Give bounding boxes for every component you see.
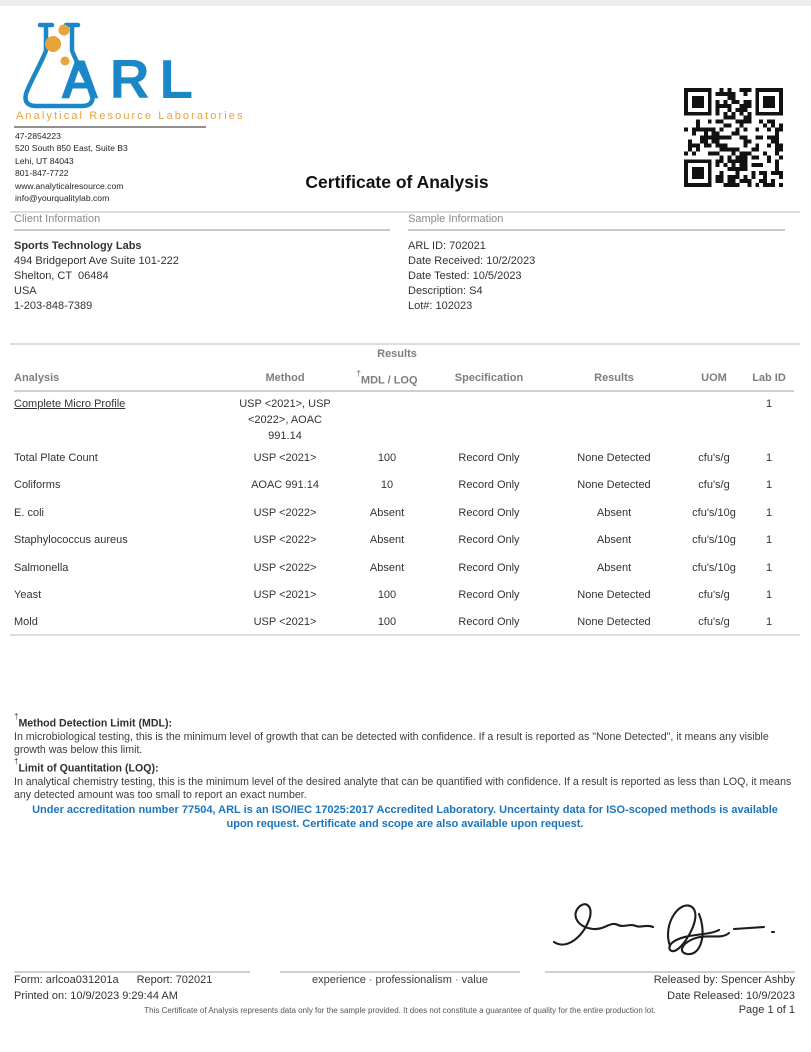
- uom-cell: cfu's/10g: [692, 561, 736, 574]
- table-row: [14, 581, 794, 608]
- result-cell: [544, 396, 684, 444]
- mdl-loq-cell: 10: [380, 479, 394, 492]
- lab-contact-block: [15, 130, 128, 204]
- dagger-symbol: †: [356, 369, 361, 378]
- bubble-icon: [45, 36, 61, 52]
- form-report-line: [14, 974, 230, 986]
- date-released: Date Released: 10/9/2023: [667, 990, 795, 1002]
- specification-cell: Record Only: [458, 506, 520, 519]
- table-row: [14, 471, 794, 498]
- mdl-footnote-heading: †Method Detection Limit (MDL):: [14, 712, 173, 730]
- uom-cell: [684, 396, 744, 444]
- sample-description: Description: S4: [408, 284, 483, 297]
- analysis-cell: Yeast: [14, 588, 42, 601]
- table-row: [14, 444, 794, 471]
- sample-information-heading: Sample Information: [408, 213, 504, 225]
- mdl-footnote-body: In microbiological testing, this is the minimum level of growth that can be detected with confidence. If a result is reported as "None Detected", it means any visible growth was below this limit.: [14, 730, 769, 757]
- released-by: Released by: Spencer Ashby: [653, 974, 795, 986]
- specification-cell: Record Only: [458, 561, 520, 574]
- column-header-results: Results: [594, 372, 634, 384]
- footer-divider-right: [545, 971, 795, 973]
- footer-divider-center: [280, 971, 520, 973]
- results-section-title: Results: [377, 348, 417, 360]
- column-header-method: Method: [265, 372, 305, 384]
- analysis-cell: E. coli: [14, 506, 44, 519]
- method-cell: USP <2022>: [253, 561, 317, 574]
- logo-divider: [14, 126, 206, 128]
- disclaimer-text: This Certificate of Analysis represents data only for the sample provided. It does not constitute a guarantee of quality for the entire production lot.: [144, 1006, 656, 1015]
- loq-footnote-body: In analytical chemistry testing, this is the minimum level of the desired analyte that can be quantified with confidence. If a result is reported as less than LOQ, it means any detected amount was too small to report an exact number.: [14, 775, 792, 802]
- logo-tagline: Analytical Resource Laboratories: [16, 110, 245, 122]
- result-cell: Absent: [596, 506, 632, 519]
- arl-logo: [14, 18, 245, 130]
- uom-cell: cfu's/10g: [692, 506, 736, 519]
- method-cell: USP <2022>: [253, 506, 317, 519]
- mdl-loq-cell: [340, 396, 434, 444]
- uom-cell: cfu's/g: [698, 616, 730, 629]
- client-address-line: Shelton, CT 06484: [14, 269, 109, 282]
- logo-text: ARL: [60, 48, 204, 110]
- sample-date-received: Date Received: 10/2/2023: [408, 254, 536, 267]
- mdl-loq-cell: 100: [377, 616, 397, 629]
- client-address-line: 494 Bridgeport Ave Suite 101-222: [14, 254, 179, 267]
- sample-arl-id: ARL ID: 702021: [408, 240, 486, 252]
- column-header-mdl-loq: †MDL / LOQ: [356, 369, 418, 387]
- company-tagline: experience · professionalism · value: [312, 974, 488, 986]
- form-number: Form: arlcoa031201a: [14, 974, 119, 986]
- analysis-cell: Complete Micro Profile: [14, 398, 126, 410]
- results-top-divider: [10, 343, 800, 345]
- uom-cell: cfu's/g: [698, 452, 730, 464]
- loq-footnote-heading: †Limit of Quantitation (LOQ):: [14, 756, 159, 775]
- lab-id-cell: 1: [765, 616, 773, 629]
- table-row: [14, 608, 794, 635]
- method-cell: USP <2021>: [253, 588, 317, 601]
- lab-email: info@yourqualitylab.com: [15, 193, 110, 204]
- lab-id-cell: 1: [765, 534, 773, 547]
- specification-cell: Record Only: [458, 534, 520, 547]
- lab-address-line: 520 South 850 East, Suite B3: [15, 143, 128, 154]
- result-cell: None Detected: [577, 452, 651, 464]
- results-table-body: [14, 391, 794, 636]
- footnotes-section: [14, 713, 796, 803]
- bubble-icon: [59, 25, 70, 36]
- lab-id-cell: 1: [765, 506, 773, 519]
- uom-cell: cfu's/g: [698, 588, 730, 601]
- mdl-loq-cell: Absent: [369, 561, 405, 574]
- dagger-symbol: †: [14, 712, 19, 721]
- uom-cell: cfu's/g: [698, 479, 730, 492]
- client-phone: 1-203-848-7389: [14, 299, 93, 312]
- table-row: [14, 554, 794, 581]
- lab-id-cell: 1: [765, 398, 773, 410]
- result-cell: Absent: [596, 561, 632, 574]
- client-heading-underline: [14, 229, 390, 231]
- method-cell: AOAC 991.14: [251, 479, 319, 492]
- table-row: [14, 526, 794, 553]
- uom-cell: cfu's/10g: [692, 534, 736, 547]
- specification-cell: Record Only: [458, 479, 520, 492]
- tagline-separator: ·: [454, 974, 459, 986]
- analysis-cell: Salmonella: [14, 561, 69, 574]
- report-number: Report: 702021: [136, 974, 213, 986]
- result-cell: None Detected: [577, 616, 651, 629]
- qr-code: [684, 88, 783, 187]
- page-top-edge: [0, 0, 811, 6]
- client-information-heading: Client Information: [14, 213, 101, 225]
- column-header-uom: UOM: [701, 372, 727, 384]
- sample-lot-number: Lot#: 102023: [408, 299, 473, 312]
- table-row: [14, 391, 794, 444]
- specification-cell: Record Only: [458, 588, 520, 601]
- client-name: Sports Technology Labs: [14, 240, 142, 252]
- specification-cell: Record Only: [458, 452, 520, 464]
- lab-id-cell: 1: [765, 561, 773, 574]
- result-cell: None Detected: [577, 479, 651, 492]
- lab-id-cell: 1: [765, 452, 773, 464]
- lab-id-cell: 1: [765, 588, 773, 601]
- method-cell: USP <2021>: [253, 616, 317, 629]
- method-cell: USP <2021>, USP <2022>, AOAC 991.14: [239, 398, 331, 442]
- lab-address-line: Lehi, UT 84043: [15, 155, 74, 166]
- column-header-lab-id: Lab ID: [752, 372, 786, 384]
- analysis-cell: Coliforms: [14, 479, 61, 492]
- document-title: Certificate of Analysis: [305, 172, 489, 192]
- printed-on: Printed on: 10/9/2023 9:29:44 AM: [14, 990, 178, 1002]
- column-header-specification: Specification: [454, 372, 524, 384]
- result-cell: Absent: [596, 534, 632, 547]
- analysis-cell: Mold: [14, 616, 38, 629]
- page-number: Page 1 of 1: [738, 1004, 795, 1016]
- analysis-cell: Staphylococcus aureus: [14, 534, 128, 547]
- client-address-line: USA: [14, 284, 37, 297]
- sample-date-tested: Date Tested: 10/5/2023: [408, 269, 522, 282]
- accreditation-statement: Under accreditation number 77504, ARL is an ISO/IEC 17025:2017 Accredited Laboratory. Uncertainty data for ISO-scoped methods is available upon request. Certificate and scope are also available upon request.: [32, 804, 778, 830]
- mdl-loq-cell: 100: [377, 588, 397, 601]
- lab-website: www.analyticalresource.com: [15, 180, 124, 191]
- column-header-analysis: Analysis: [14, 372, 60, 384]
- sample-heading-underline: [408, 229, 785, 231]
- results-bottom-divider: [10, 634, 800, 636]
- mdl-loq-cell: Absent: [369, 506, 405, 519]
- results-table-header: [14, 369, 794, 387]
- specification-cell: [434, 396, 544, 444]
- client-information-section: [14, 213, 390, 314]
- method-cell: USP <2022>: [253, 534, 317, 547]
- lab-id-cell: 1: [765, 479, 773, 492]
- mdl-loq-cell: Absent: [369, 534, 405, 547]
- dagger-symbol: †: [14, 756, 19, 766]
- result-cell: None Detected: [577, 588, 651, 601]
- sample-information-section: [408, 213, 785, 314]
- tagline-separator: ·: [368, 974, 373, 986]
- signature-image: [548, 896, 784, 960]
- method-cell: USP <2021>: [253, 452, 317, 464]
- table-row: [14, 499, 794, 526]
- lab-registration-number: 47-2854223: [15, 131, 61, 141]
- analysis-cell: Total Plate Count: [14, 452, 98, 464]
- footer-divider-left: [14, 971, 250, 973]
- specification-cell: Record Only: [458, 616, 520, 629]
- lab-phone: 801-847-7722: [15, 168, 69, 179]
- mdl-loq-cell: 100: [377, 452, 397, 464]
